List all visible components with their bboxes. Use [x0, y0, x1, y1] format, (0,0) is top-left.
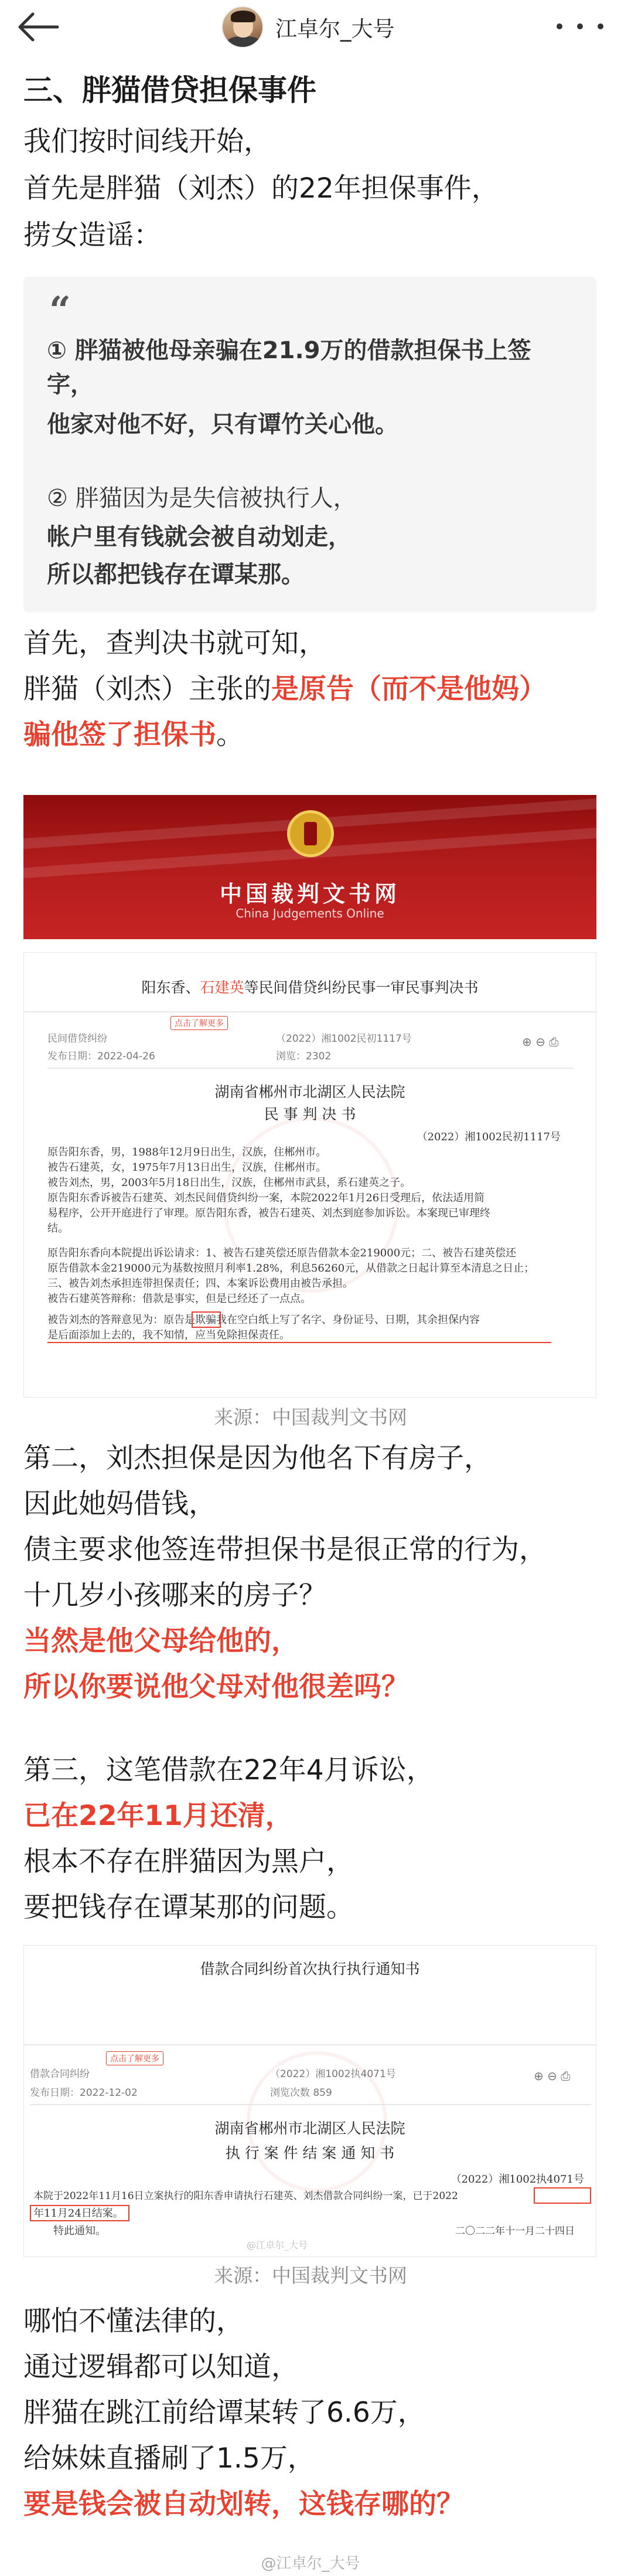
doc-views: 浏览：2302 — [276, 1051, 332, 1062]
doc-title: 阳东香、石建英等民间借贷纠纷民事一审民事判决书 — [141, 979, 479, 996]
doc-date: 发布日期：2022-04-26 — [47, 1051, 155, 1062]
image-caption: 来源：中国裁判文书网 — [214, 2264, 407, 2287]
doc-line: 结。 — [47, 1222, 69, 1235]
para-3 — [23, 1753, 603, 1925]
quote-line: ① 胖猫被他母亲骗在21.9万的借款担保书上签 — [47, 337, 531, 364]
para-line — [23, 718, 603, 753]
para-text: 胖猫（刘杰）主张的 — [23, 673, 271, 705]
learn-more-tag[interactable]: 点击了解更多 — [170, 1016, 228, 1030]
para-1 — [23, 626, 603, 753]
doc-line: 原告阳东香，男，1988年12月9日出生，汉族，住郴州市。 — [47, 1146, 327, 1158]
doc-title: 借款合同纠纷首次执行执行通知书 — [200, 1960, 420, 1977]
post-heading-block — [23, 73, 603, 108]
doc-line-highlighted: 是后面添加上去的，我不知情，应当免除担保责任。 — [47, 1329, 290, 1341]
quote-line: 所以都把钱存在谭某那。 — [47, 561, 305, 588]
footer-watermark: @江卓尔_大号 — [261, 2555, 360, 2572]
doc-date: 发布日期：2022-12-02 — [30, 2087, 138, 2099]
doc-line: 本院于2022年11月16日立案执行的阳东香申请执行石建英、刘杰借款合同纠纷一案，已于2022 — [33, 2190, 458, 2202]
para-line: 第三，这笔借款在22年4月诉讼， — [23, 1754, 434, 1786]
doc-tool-icons[interactable]: ⊕ ⊖ ⎙ — [522, 1035, 559, 1049]
doc-line: 原告阳东香诉被告石建英、刘杰民间借贷纠纷一案，本院2022年1月26日受理后，依法适用简 — [47, 1192, 485, 1204]
para-line: 第二，刘杰担保是因为他名下有房子， — [23, 1442, 492, 1474]
para-line: 通过逻辑都可以知道， — [23, 2351, 299, 2383]
author-info[interactable] — [221, 5, 395, 49]
court-emblem-icon — [287, 810, 334, 857]
para-line: 根本不存在胖猫因为黑户， — [23, 1846, 354, 1878]
para-line: 债主要求他签连带担保书是很正常的行为， — [23, 1534, 547, 1566]
para-line: 十几岁小孩哪来的房子？ — [23, 1579, 326, 1612]
doc-line: 原告阳东香向本院提出诉讼请求：1、被告石建英偿还原告借款本金219000元；二、被告石建英偿还 — [47, 1247, 517, 1259]
para-highlight: 骗他签了担保书 — [23, 719, 216, 751]
highlight-box — [534, 2187, 591, 2204]
doc-caseno-top: （2022）湘1002民初1117号 — [276, 1033, 412, 1045]
doc-line: 易程序，公开开庭进行了审理。原告阳东香，被告石建英、刘杰到庭参加诉讼。本案现已审理终 — [47, 1207, 490, 1219]
doc-line: 年11月24日结案。 — [33, 2207, 124, 2220]
doc-court: 湖南省郴州市北湖区人民法院 — [214, 2120, 405, 2137]
intro-line: 我们按时间线开始， — [23, 125, 271, 158]
para-line — [23, 672, 603, 707]
para-highlight: 已在22年11月还清， — [23, 1800, 293, 1832]
judgement-document-image[interactable] — [23, 952, 596, 1398]
quote-mark: “ — [49, 288, 71, 332]
doc-line: 原告借款本金219000元为基数按照月利率1.28%，利息56260元，从借款之日起计算至本清息之日止； — [47, 1262, 535, 1275]
para-text: 。 — [216, 719, 244, 751]
quote-line: 字， — [47, 371, 94, 398]
doc-type: 民 事 判 决 书 — [264, 1106, 356, 1123]
top-bar — [0, 0, 621, 54]
doc-watermark: @江卓尔_大号 — [247, 2239, 308, 2251]
more-dots-icon[interactable] — [557, 12, 603, 41]
doc-line: 特此通知。 — [53, 2225, 106, 2237]
doc-caseno: （2022）湘1002民初1117号 — [417, 1131, 561, 1143]
back-arrow-icon[interactable] — [15, 9, 62, 45]
doc-line: 被告石建英答辩称：借款是事实，但是已经还了一点点。 — [47, 1293, 311, 1305]
doc-line: 被告石建英，女，1975年7月13日出生，汉族，住郴州市。 — [47, 1161, 327, 1174]
intro-block — [23, 124, 603, 253]
intro-line: 捞女造谣： — [23, 219, 161, 252]
para-highlight: 要是钱会被自动划转，这钱存哪的？ — [23, 2488, 464, 2520]
doc-category: 借款合同纠纷 — [30, 2068, 90, 2080]
para-line: 要把钱存在谭某那的问题。 — [23, 1891, 354, 1923]
para-4 — [23, 2304, 603, 2522]
doc-views: 浏览次数 859 — [270, 2087, 332, 2099]
banner-title: 中国裁判文书网 — [219, 881, 400, 907]
quote-line: ② 胖猫因为是失信被执行人， — [47, 485, 357, 512]
doc-caseno: （2022）湘1002执4071号 — [451, 2173, 584, 2186]
doc-line: 被告刘杰，男，2003年5月18日出生，汉族，住郴州市武县，系石建英之子。 — [47, 1177, 411, 1189]
para-highlight: 是原告（而不是他妈） — [271, 673, 547, 705]
quote-line: 帐户里有钱就会被自动划走， — [47, 524, 352, 550]
doc-category: 民间借贷纠纷 — [47, 1033, 107, 1045]
doc-caseno-top: （2022）湘1002执4071号 — [270, 2068, 396, 2080]
para-line: 因此她妈借钱， — [23, 1488, 216, 1520]
para-highlight: 当然是他父母给他的， — [23, 1625, 299, 1657]
quote-line: 他家对他不好，只有谭竹关心他。 — [47, 411, 398, 438]
image-caption: 来源：中国裁判文书网 — [214, 1406, 407, 1429]
para-line: 哪怕不懂法律的， — [23, 2305, 244, 2337]
quote-block — [23, 277, 596, 612]
judgements-banner-image[interactable] — [23, 795, 596, 939]
highlight-box — [30, 2205, 129, 2221]
para-line: 首先，查判决书就可知， — [23, 627, 326, 660]
para-line: 胖猫在跳江前给谭某转了6.6万， — [23, 2397, 425, 2429]
execution-notice-image[interactable] — [23, 1945, 596, 2257]
doc-court: 湖南省郴州市北湖区人民法院 — [214, 1083, 405, 1100]
learn-more-tag[interactable]: 点击了解更多 — [106, 2051, 163, 2065]
intro-line: 首先是胖猫（刘杰）的22年担保事件， — [23, 172, 499, 205]
doc-line-highlighted: 被告刘杰的答辩意见为：原告是欺骗我在空白纸上写了名字、身份证号、日期，其余担保内容 — [47, 1314, 480, 1326]
avatar[interactable] — [221, 6, 264, 48]
author-name[interactable]: 江卓尔_大号 — [275, 16, 395, 42]
para-highlight: 所以你要说他父母对他很差吗？ — [23, 1671, 409, 1703]
section-heading: 三、胖猫借贷担保事件 — [23, 73, 316, 107]
doc-type: 执 行 案 件 结 案 通 知 书 — [225, 2145, 395, 2162]
doc-sign-date: 二〇二二年十一月二十四日 — [455, 2225, 575, 2237]
banner-subtitle: China Judgements Online — [236, 906, 384, 920]
highlight-box — [192, 1311, 221, 1328]
doc-tool-icons[interactable]: ⊕ ⊖ ⎙ — [534, 2069, 571, 2083]
para-2 — [23, 1441, 603, 1705]
doc-line: 三、被告刘杰承担连带担保责任；四、本案诉讼费用由被告承担。 — [47, 1277, 353, 1290]
highlight-underline — [47, 1342, 551, 1343]
para-line: 给妹妹直播刷了1.5万， — [23, 2442, 315, 2475]
